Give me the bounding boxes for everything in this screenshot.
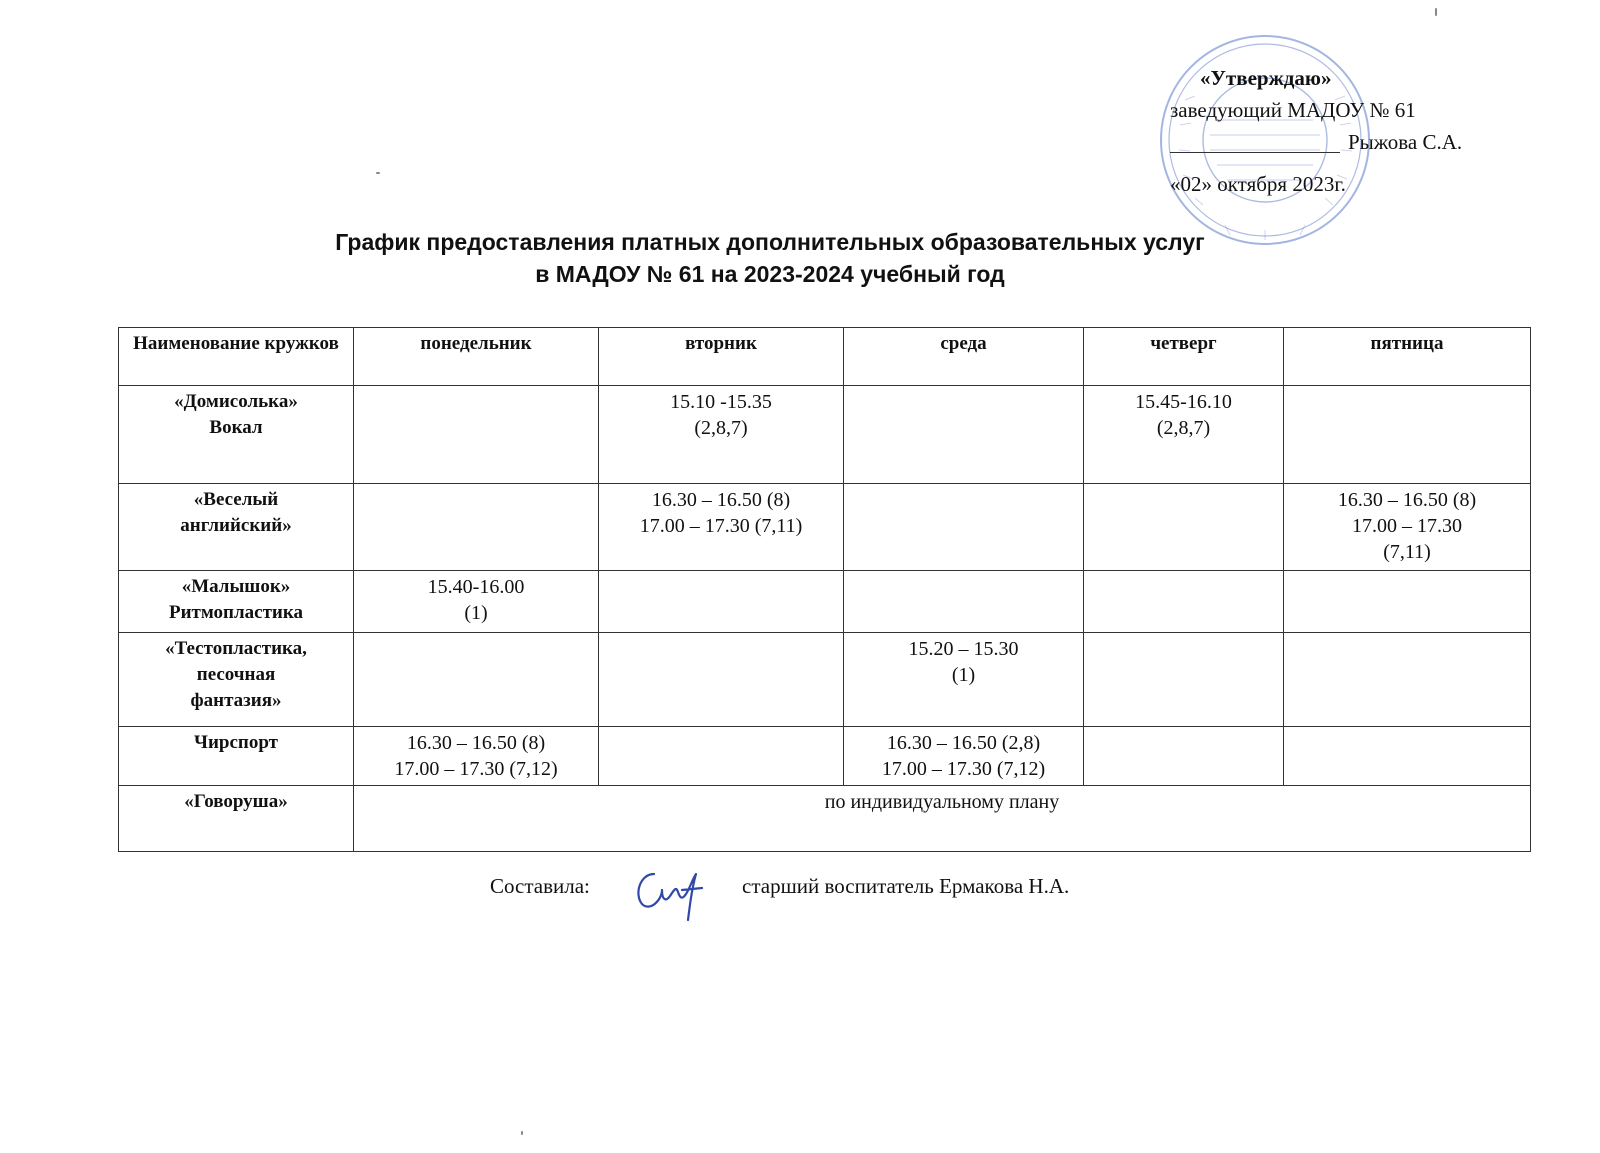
header-cell-wednesday: среда bbox=[844, 328, 1084, 386]
scan-speck bbox=[521, 1131, 523, 1135]
schedule-table bbox=[118, 327, 1531, 852]
approval-heading: «Утверждаю» bbox=[1200, 66, 1332, 90]
approval-position: заведующий МАДОУ № 61 bbox=[1170, 98, 1416, 122]
merged-plan-cell: по индивидуальному плану bbox=[354, 786, 1531, 852]
scan-speck bbox=[376, 172, 380, 174]
table-cell bbox=[1284, 727, 1531, 786]
table-cell bbox=[1284, 633, 1531, 727]
title-line-2: в МАДОУ № 61 на 2023-2024 учебный год bbox=[535, 261, 1005, 287]
table-cell bbox=[599, 633, 844, 727]
title-line-1: График предоставления платных дополнительных образовательных услуг bbox=[335, 229, 1205, 255]
table-row bbox=[119, 727, 1531, 786]
table-row bbox=[119, 633, 1531, 727]
header-cell-friday: пятница bbox=[1284, 328, 1531, 386]
table-cell: 16.30 – 16.50 (8) 17.00 – 17.30 (7,11) bbox=[1284, 484, 1531, 571]
approval-block bbox=[1170, 62, 1560, 200]
table-row bbox=[119, 786, 1531, 852]
compiled-label: Составила: bbox=[490, 874, 590, 898]
table-cell: 15.20 – 15.30 (1) bbox=[844, 633, 1084, 727]
approval-date: «02» октября 2023г. bbox=[1170, 172, 1346, 196]
table-header-row bbox=[119, 328, 1531, 386]
approval-signature-line bbox=[1170, 126, 1560, 158]
table-cell bbox=[844, 386, 1084, 484]
table-cell bbox=[354, 484, 599, 571]
table-cell: 15.10 -15.35 (2,8,7) bbox=[599, 386, 844, 484]
table-row bbox=[119, 386, 1531, 484]
table-cell: 15.40-16.00 (1) bbox=[354, 571, 599, 633]
table-cell bbox=[354, 633, 599, 727]
signature-underline bbox=[1170, 152, 1340, 153]
header-cell-thursday: четверг bbox=[1084, 328, 1284, 386]
table-cell bbox=[354, 386, 599, 484]
table-cell bbox=[1284, 386, 1531, 484]
table-cell bbox=[844, 484, 1084, 571]
header-cell-tuesday: вторник bbox=[599, 328, 844, 386]
scan-speck bbox=[1435, 8, 1437, 16]
row-name-cell: «Тестопластика, песочная фантазия» bbox=[119, 633, 354, 727]
table-cell bbox=[599, 571, 844, 633]
table-row bbox=[119, 484, 1531, 571]
row-name-cell: Чирспорт bbox=[119, 727, 354, 786]
handwritten-signature-icon bbox=[632, 860, 712, 930]
table-cell: 15.45-16.10 (2,8,7) bbox=[1084, 386, 1284, 484]
table-cell bbox=[1084, 633, 1284, 727]
table-cell: 16.30 – 16.50 (8) 17.00 – 17.30 (7,11) bbox=[599, 484, 844, 571]
table-cell bbox=[1084, 571, 1284, 633]
row-name-cell: «Веселый английский» bbox=[119, 484, 354, 571]
row-name-cell: «Домисолька» Вокал bbox=[119, 386, 354, 484]
table-cell bbox=[1084, 727, 1284, 786]
table-row bbox=[119, 571, 1531, 633]
table-cell bbox=[599, 727, 844, 786]
approval-signatory: Рыжова С.А. bbox=[1348, 130, 1463, 154]
table-cell bbox=[1084, 484, 1284, 571]
row-name-cell: «Малышок» Ритмопластика bbox=[119, 571, 354, 633]
table-cell: 16.30 – 16.50 (2,8) 17.00 – 17.30 (7,12) bbox=[844, 727, 1084, 786]
row-name-cell: «Говоруша» bbox=[119, 786, 354, 852]
table-cell: 16.30 – 16.50 (8) 17.00 – 17.30 (7,12) bbox=[354, 727, 599, 786]
header-cell-name: Наименование кружков bbox=[119, 328, 354, 386]
table-cell bbox=[844, 571, 1084, 633]
header-cell-monday: понедельник bbox=[354, 328, 599, 386]
document-title bbox=[160, 226, 1380, 290]
table-cell bbox=[1284, 571, 1531, 633]
compiler-name: старший воспитатель Ермакова Н.А. bbox=[742, 874, 1070, 898]
